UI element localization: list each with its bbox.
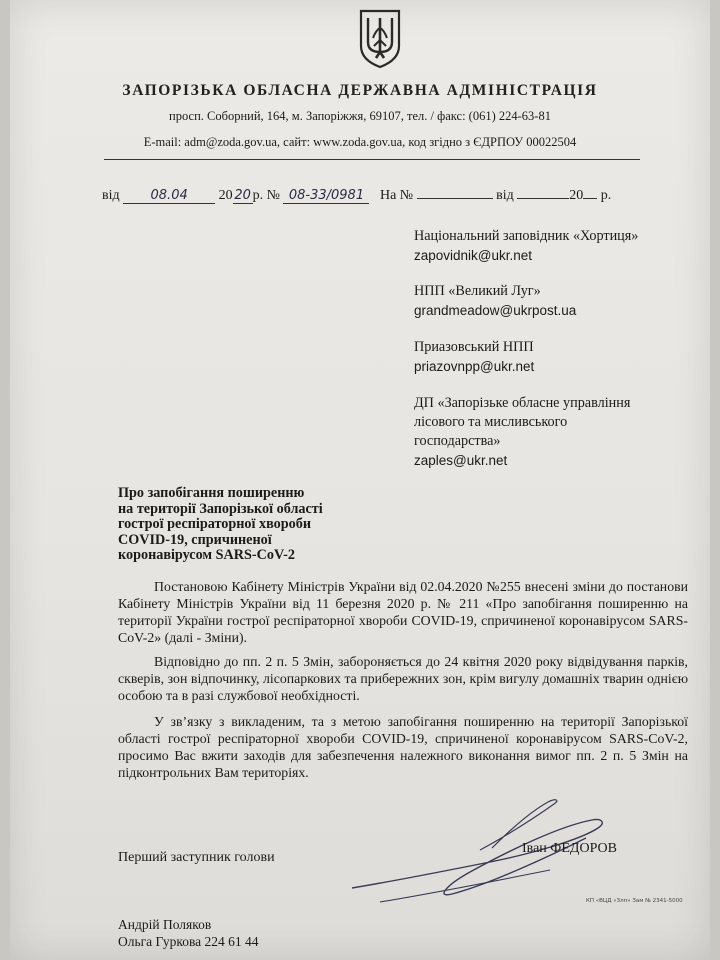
recipient-email: priazovnpp@ukr.net (414, 359, 535, 374)
executors-block (118, 916, 259, 950)
body-paragraph: Відповідно до пп. 2 п. 5 Змін, забороняється до 24 квітня 2020 року відвідування парків, скверів, зон відпочинку, лісопаркових та прибережних зон, крім вигулу домашніх тварин однією особою та в разі службової необхідності. (118, 654, 688, 703)
signatory-title: Перший заступник голови (118, 850, 275, 865)
recipient-name-line: лісового та мисливського (414, 414, 568, 430)
recipient-name-line: господарства» (414, 433, 501, 449)
recipient-name-line: ДП «Запорізьке обласне управління (414, 395, 631, 411)
signatory-name: Іван ФЕДОРОВ (522, 841, 617, 856)
organization-contacts: E-mail: adm@zoda.gov.ua, сайт: www.zoda.gov.ua, код згідно з ЄДРПОУ 00022504 (143, 135, 577, 149)
subject-line: Про запобігання поширенню (118, 485, 305, 501)
from-label: від (102, 188, 120, 203)
year-field: 20 (234, 188, 251, 203)
number-field: 08-33/0981 (283, 189, 369, 204)
subject-line: на території Запорізької області (118, 500, 323, 517)
reply-year-field (583, 186, 597, 199)
organization-address: просп. Соборний, 164, м. Запоріжжя, 69107, тел. / факс: (061) 224-63-81 (169, 109, 551, 123)
letter-page (10, 0, 710, 960)
subject-block (118, 486, 418, 564)
recipient-block (414, 227, 704, 265)
subject-line: коронавірусом SARS-CoV-2 (118, 547, 295, 563)
reply-date-field (517, 186, 569, 199)
reply-year-prefix: 20 (569, 188, 584, 203)
recipient-name: НПП «Великий Луг» (414, 283, 541, 299)
organization-title: ЗАПОРІЗЬКА ОБЛАСНА ДЕРЖАВНА АДМІНІСТРАЦІЯ (122, 82, 598, 99)
subject-line: COVID-19, спричиненої (118, 531, 272, 548)
executor-name: Андрій Поляков (118, 917, 212, 932)
date-field: 08.04 (123, 189, 215, 204)
recipient-name: Приазовський НПП (414, 339, 534, 355)
coat-of-arms-icon (356, 8, 404, 70)
recipient-email: zapovidnik@ukr.net (414, 248, 533, 263)
recipient-name: Національний заповідник «Хортиця» (414, 228, 639, 244)
subject-line: гострої респіраторної хвороби (118, 516, 312, 532)
recipient-email: zaples@ukr.net (414, 453, 508, 468)
recipient-email: grandmeadow@ukrpost.ua (414, 303, 577, 318)
reply-year-suffix: р. (600, 188, 612, 203)
number-label: № (266, 188, 280, 203)
reply-from-label: від (496, 188, 514, 203)
recipient-block (414, 394, 704, 470)
reply-to-label: На № (379, 188, 414, 203)
reference-line (102, 186, 611, 204)
header-divider (104, 159, 640, 160)
year-suffix: р. (252, 188, 264, 203)
executor-name: Ольга Гуркова 224 61 44 (118, 934, 259, 949)
recipient-block (414, 282, 704, 320)
reply-number-field (417, 186, 493, 199)
body-paragraph: Постановою Кабінету Міністрів України від 02.04.2020 №255 внесені зміни до постанови Кабінету Міністрів України від 11 березня 2020 р. № 211 «Про запобігання поширенню на території України гострої респіраторної хвороби COVID-19, спричиненої коронавірусом SARS-CoV-2» (далі - Зміни). (118, 579, 688, 645)
recipient-block (414, 338, 704, 376)
year-prefix: 20 (218, 188, 233, 203)
body-paragraph: У зв’язку з викладеним, та з метою запобігання поширенню на території Запорізької області гострої респіраторної хвороби COVID-19, спричиненої коронавірусом SARS-CoV-2, просимо Вас вжити заходів для забезпечення належного виконання вимог пп. 2 п. 5 Змін на підконтрольних Вам територіях. (118, 714, 688, 780)
print-code: КП «ВЦД «Злп» Зам № 2341-5000 (586, 898, 683, 904)
